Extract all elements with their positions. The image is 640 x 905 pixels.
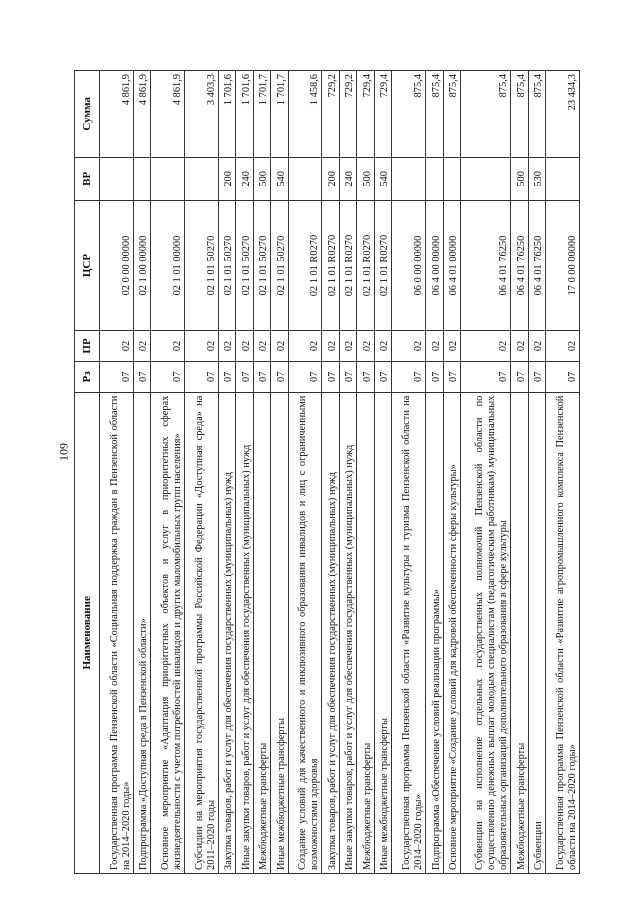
row-vr: 200	[322, 157, 340, 200]
row-csr: 02 1 01 R0270	[288, 201, 322, 331]
row-sum: 1 701,7	[253, 71, 271, 158]
row-rz: 07	[236, 361, 254, 392]
table-row	[528, 71, 546, 874]
row-pr: 02	[322, 331, 340, 362]
row-vr	[151, 157, 185, 200]
row-pr: 02	[218, 331, 236, 362]
row-vr: 240	[339, 157, 357, 200]
row-pr: 02	[461, 331, 511, 362]
table-row	[426, 71, 444, 874]
row-csr: 02 1 01 R0270	[322, 201, 340, 331]
table-row	[100, 71, 134, 874]
row-rz: 07	[426, 361, 444, 392]
row-rz: 07	[528, 361, 546, 392]
row-csr: 06 4 01 76250	[511, 201, 529, 331]
row-vr	[443, 157, 461, 200]
header-vr: ВР	[75, 157, 100, 200]
row-name: Государственная программа Пензенской области «Развитие культуры и туризма Пензенской области на 2014–2020 годы»	[392, 392, 426, 873]
row-pr: 02	[426, 331, 444, 362]
header-rz: Рз	[75, 361, 100, 392]
row-rz: 07	[357, 361, 375, 392]
header-sum: Сумма	[75, 71, 100, 158]
row-sum: 1 701,7	[271, 71, 289, 158]
row-name: Подпрограмма «Доступная среда в Пензенской области»	[133, 392, 151, 873]
table-body	[100, 71, 580, 874]
row-rz: 07	[271, 361, 289, 392]
row-rz: 07	[546, 361, 580, 392]
row-vr: 540	[374, 157, 392, 200]
row-sum: 875,4	[461, 71, 511, 158]
row-sum: 729,2	[339, 71, 357, 158]
row-vr	[100, 157, 134, 200]
row-vr	[288, 157, 322, 200]
row-sum: 729,4	[357, 71, 375, 158]
row-rz: 07	[443, 361, 461, 392]
row-vr	[392, 157, 426, 200]
row-name: Иные закупки товаров, работ и услуг для обеспечения государственных (муниципальных) нужд	[236, 392, 254, 873]
row-vr	[461, 157, 511, 200]
rotated-page	[74, 70, 580, 874]
row-csr: 06 4 01 76250	[461, 201, 511, 331]
row-name: Иные межбюджетные трансферты	[374, 392, 392, 873]
header-csr: ЦСР	[75, 201, 100, 331]
row-rz: 07	[253, 361, 271, 392]
row-pr: 02	[271, 331, 289, 362]
row-csr: 06 4 00 00000	[426, 201, 444, 331]
row-csr: 02 1 01 00000	[151, 201, 185, 331]
row-csr: 02 1 00 00000	[133, 201, 151, 331]
row-rz: 07	[374, 361, 392, 392]
row-pr: 02	[253, 331, 271, 362]
table-row	[288, 71, 322, 874]
row-vr: 200	[218, 157, 236, 200]
table-row	[184, 71, 218, 874]
table-row	[374, 71, 392, 874]
row-vr	[184, 157, 218, 200]
row-pr: 02	[511, 331, 529, 362]
row-csr: 06 4 01 76250	[528, 201, 546, 331]
row-name: Основное мероприятие «Создание условий для кадровой обеспеченности сферы культуры»	[443, 392, 461, 873]
budget-table	[74, 70, 580, 874]
table-row	[271, 71, 289, 874]
row-rz: 07	[461, 361, 511, 392]
row-csr: 02 1 01 R0270	[374, 201, 392, 331]
row-rz: 07	[288, 361, 322, 392]
row-sum: 875,4	[392, 71, 426, 158]
row-csr: 02 1 01 R0270	[357, 201, 375, 331]
row-name: Иные межбюджетные трансферты	[271, 392, 289, 873]
row-name: Государственная программа Пензенской области «Развитие агропромышленного комплекса Пензенской области на 2014–2020 годы»	[546, 392, 580, 873]
table-row	[392, 71, 426, 874]
row-vr: 540	[271, 157, 289, 200]
row-vr	[546, 157, 580, 200]
row-name: Субвенции на исполнение отдельных государственных полномочий Пензенской области по осуществлению денежных выплат молодым специалистам (педагогическим работникам) муниципальных образовательных организаций дополнительного образования в сфере культуры	[461, 392, 511, 873]
row-pr: 02	[100, 331, 134, 362]
row-pr: 02	[288, 331, 322, 362]
row-name: Межбюджетные трансферты	[357, 392, 375, 873]
row-sum: 4 861,9	[100, 71, 134, 158]
row-sum: 875,4	[528, 71, 546, 158]
row-csr: 02 1 01 50270	[253, 201, 271, 331]
row-sum: 4 861,9	[133, 71, 151, 158]
row-rz: 07	[218, 361, 236, 392]
row-sum: 3 403,3	[184, 71, 218, 158]
table-row	[461, 71, 511, 874]
row-name: Субвенции	[528, 392, 546, 873]
row-csr: 02 1 01 R0270	[339, 201, 357, 331]
row-name: Государственная программа Пензенской области «Социальная поддержка граждан в Пензенской области на 2014–2020 годы»	[100, 392, 134, 873]
row-sum: 875,4	[426, 71, 444, 158]
table-row	[133, 71, 151, 874]
table-row	[339, 71, 357, 874]
row-rz: 07	[322, 361, 340, 392]
row-name: Закупка товаров, работ и услуг для обеспечения государственных (муниципальных) нужд	[218, 392, 236, 873]
row-pr: 02	[546, 331, 580, 362]
row-vr	[133, 157, 151, 200]
row-pr: 02	[133, 331, 151, 362]
table-row	[236, 71, 254, 874]
row-name: Межбюджетные трансферты	[253, 392, 271, 873]
table-header-row	[75, 71, 100, 874]
row-vr: 530	[528, 157, 546, 200]
row-rz: 07	[392, 361, 426, 392]
row-sum: 4 861,9	[151, 71, 185, 158]
header-pr: ПР	[75, 331, 100, 362]
row-csr: 06 4 01 00000	[443, 201, 461, 331]
table-row	[151, 71, 185, 874]
row-rz: 07	[100, 361, 134, 392]
row-pr: 02	[357, 331, 375, 362]
table-row	[357, 71, 375, 874]
row-rz: 07	[511, 361, 529, 392]
row-rz: 07	[184, 361, 218, 392]
page-number: 109	[56, 443, 71, 461]
row-rz: 07	[339, 361, 357, 392]
row-sum: 1 701,6	[236, 71, 254, 158]
row-pr: 02	[236, 331, 254, 362]
table-row	[511, 71, 529, 874]
table-row	[322, 71, 340, 874]
row-vr: 500	[253, 157, 271, 200]
row-name: Подпрограмма «Обеспечение условий реализации программы»	[426, 392, 444, 873]
row-csr: 02 1 01 50270	[236, 201, 254, 331]
row-sum: 1 458,6	[288, 71, 322, 158]
row-vr: 500	[357, 157, 375, 200]
row-rz: 07	[151, 361, 185, 392]
header-name: Наименование	[75, 392, 100, 873]
row-sum: 23 434,3	[546, 71, 580, 158]
row-pr: 02	[392, 331, 426, 362]
row-pr: 02	[374, 331, 392, 362]
row-csr: 02 1 01 50270	[218, 201, 236, 331]
row-csr: 02 1 01 50270	[271, 201, 289, 331]
table-row	[546, 71, 580, 874]
row-rz: 07	[133, 361, 151, 392]
row-name: Субсидии на мероприятия государственной программы Российской Федерации «Доступная среда» на 2011–2020 годы	[184, 392, 218, 873]
row-pr: 02	[184, 331, 218, 362]
row-csr: 02 0 00 00000	[100, 201, 134, 331]
row-name: Иные закупки товаров, работ и услуг для обеспечения государственных (муниципальных) нужд	[339, 392, 357, 873]
row-pr: 02	[443, 331, 461, 362]
row-pr: 02	[528, 331, 546, 362]
row-pr: 02	[339, 331, 357, 362]
row-sum: 875,4	[443, 71, 461, 158]
row-name: Закупка товаров, работ и услуг для обеспечения государственных (муниципальных) нужд	[322, 392, 340, 873]
row-name: Основное мероприятие «Адаптация приоритетных объектов и услуг в приоритетных сферах жизнедеятельности с учетом потребностей инвалидов и других маломобильных групп населения»	[151, 392, 185, 873]
row-csr: 17 0 00 00000	[546, 201, 580, 331]
row-name: Межбюджетные трансферты	[511, 392, 529, 873]
row-sum: 875,4	[511, 71, 529, 158]
row-vr: 500	[511, 157, 529, 200]
row-vr: 240	[236, 157, 254, 200]
row-sum: 1 701,6	[218, 71, 236, 158]
row-csr: 06 0 00 00000	[392, 201, 426, 331]
table-row	[253, 71, 271, 874]
row-pr: 02	[151, 331, 185, 362]
table-row	[218, 71, 236, 874]
row-vr	[426, 157, 444, 200]
row-csr: 02 1 01 50270	[184, 201, 218, 331]
row-name: Создание условий для качественного и инклюзивного образования инвалидов и лиц с ограниченными возможностями здоровья	[288, 392, 322, 873]
row-sum: 729,2	[322, 71, 340, 158]
row-sum: 729,4	[374, 71, 392, 158]
table-row	[443, 71, 461, 874]
